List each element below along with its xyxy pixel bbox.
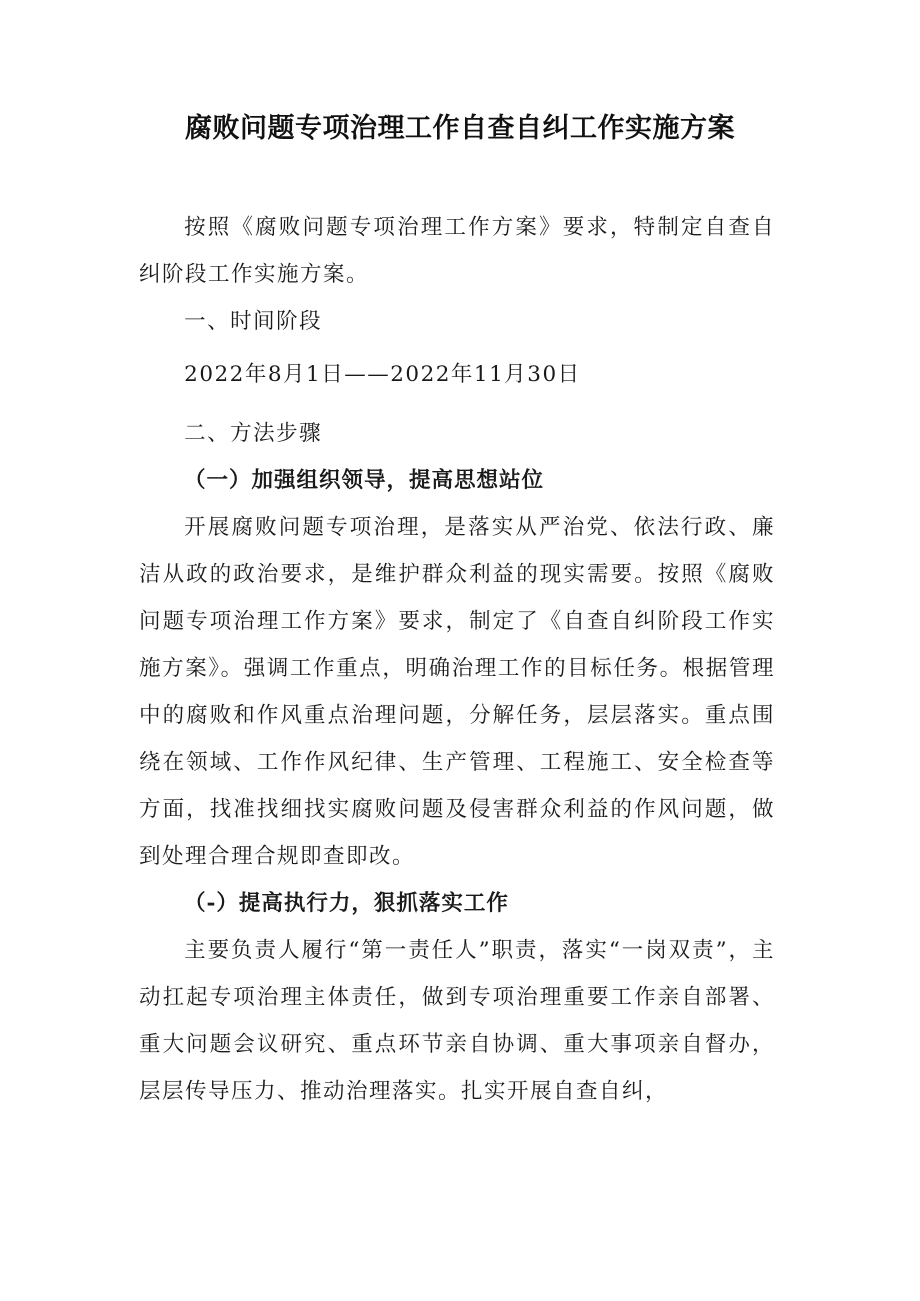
- section2-heading: 二、方法步骤: [184, 421, 323, 446]
- document-title: 腐败问题专项治理工作自查自纠工作实施方案: [185, 113, 735, 144]
- subsection2-paragraph: 主要负责人履行“第一责任人”职责，落实“一岗双责”，主动扛起专项治理主体责任，做到专项治理重要工作亲自部署、重大问题会议研究、重点环节亲自协调、重大事项亲自督办，层层传导压力、推动治理落实。扎实开展自查自纠，: [139, 938, 775, 1104]
- subsection2-heading: （-）提高执行力，狠抓落实工作: [184, 891, 509, 916]
- intro-paragraph: 按照《腐败问题专项治理工作方案》要求，特制定自查自纠阶段工作实施方案。: [139, 215, 775, 287]
- document-body: [139, 204, 775, 1115]
- subsection1-heading: （一）加强组织领导，提高思想站位: [184, 468, 545, 493]
- section1-heading: 一、时间阶段: [184, 309, 323, 334]
- date-range: 2022年8月1日——2022年11月30日: [184, 362, 581, 387]
- subsection1-paragraph: 开展腐败问题专项治理，是落实从严治党、依法行政、廉洁从政的政治要求，是维护群众利益的现实需要。按照《腐败问题专项治理工作方案》要求，制定了《自查自纠阶段工作实施方案》。强调工作重点，明确治理工作的目标任务。根据管理中的腐败和作风重点治理问题，分解任务，层层落实。重点围绕在领域、工作作风纪律、生产管理、工程施工、安全检查等方面，找准找细找实腐败问题及侵害群众利益的作风问题，做到处理合理合规即查即改。: [139, 515, 775, 869]
